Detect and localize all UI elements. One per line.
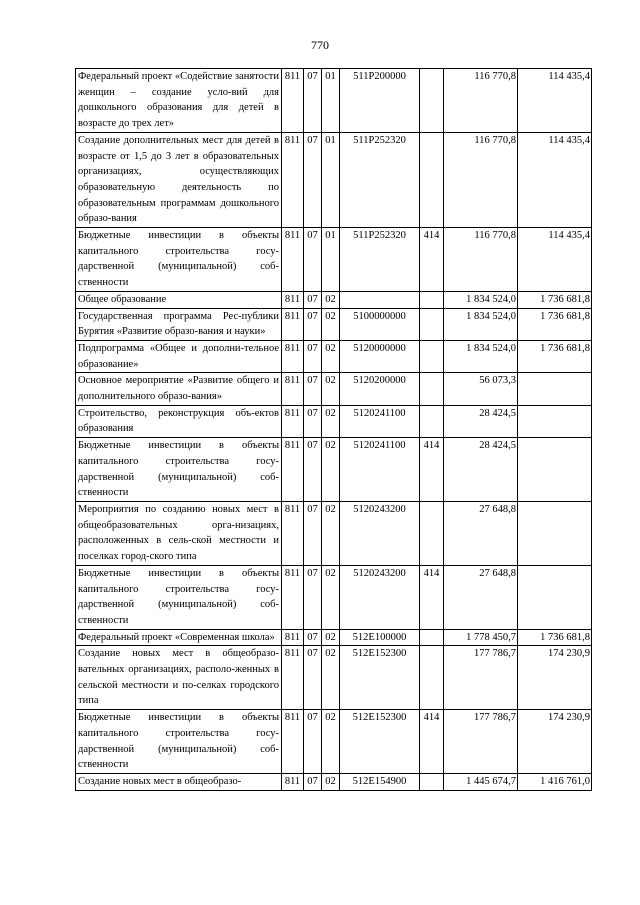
section-code: 07 xyxy=(304,69,322,133)
ministry-code: 811 xyxy=(282,340,304,372)
section-code: 07 xyxy=(304,565,322,629)
target-article-code: 5100000000 xyxy=(340,308,420,340)
target-article-code: 5120243200 xyxy=(340,565,420,629)
target-article-code: 5120000000 xyxy=(340,340,420,372)
amount-year-2 xyxy=(518,405,592,437)
ministry-code: 811 xyxy=(282,646,304,710)
target-article-code: 5120200000 xyxy=(340,373,420,405)
amount-year-2: 1 736 681,8 xyxy=(518,308,592,340)
ministry-code: 811 xyxy=(282,629,304,646)
section-code: 07 xyxy=(304,438,322,502)
expense-type-code xyxy=(420,501,444,565)
section-code: 07 xyxy=(304,132,322,227)
section-code: 07 xyxy=(304,308,322,340)
ministry-code: 811 xyxy=(282,501,304,565)
table-row xyxy=(76,291,592,308)
subsection-code: 02 xyxy=(322,773,340,790)
amount-year-2 xyxy=(518,438,592,502)
item-name: Строительство, реконструкция объ-ектов образования xyxy=(76,405,282,437)
amount-year-2: 114 435,4 xyxy=(518,69,592,133)
expense-type-code xyxy=(420,629,444,646)
target-article-code: 511P252320 xyxy=(340,132,420,227)
amount-year-1: 1 834 524,0 xyxy=(444,340,518,372)
amount-year-2 xyxy=(518,565,592,629)
table-row xyxy=(76,373,592,405)
section-code: 07 xyxy=(304,228,322,292)
section-code: 07 xyxy=(304,710,322,774)
amount-year-1: 28 424,5 xyxy=(444,438,518,502)
table-row xyxy=(76,710,592,774)
target-article-code xyxy=(340,291,420,308)
table-row xyxy=(76,132,592,227)
expense-type-code: 414 xyxy=(420,710,444,774)
ministry-code: 811 xyxy=(282,132,304,227)
subsection-code: 02 xyxy=(322,710,340,774)
subsection-code: 02 xyxy=(322,373,340,405)
expense-type-code xyxy=(420,373,444,405)
subsection-code: 02 xyxy=(322,308,340,340)
table-row xyxy=(76,228,592,292)
amount-year-1: 177 786,7 xyxy=(444,710,518,774)
target-article-code: 512E152300 xyxy=(340,646,420,710)
item-name: Создание новых мест в общеобразо- xyxy=(76,773,282,790)
table-row xyxy=(76,773,592,790)
table-row xyxy=(76,501,592,565)
section-code: 07 xyxy=(304,405,322,437)
amount-year-2: 174 230,9 xyxy=(518,646,592,710)
ministry-code: 811 xyxy=(282,710,304,774)
ministry-code: 811 xyxy=(282,291,304,308)
ministry-code: 811 xyxy=(282,565,304,629)
target-article-code: 511P200000 xyxy=(340,69,420,133)
amount-year-1: 27 648,8 xyxy=(444,565,518,629)
subsection-code: 02 xyxy=(322,565,340,629)
target-article-code: 512E100000 xyxy=(340,629,420,646)
table-row xyxy=(76,405,592,437)
subsection-code: 01 xyxy=(322,228,340,292)
expense-type-code xyxy=(420,340,444,372)
target-article-code: 5120241100 xyxy=(340,438,420,502)
section-code: 07 xyxy=(304,501,322,565)
expense-type-code xyxy=(420,405,444,437)
amount-year-2: 1 416 761,0 xyxy=(518,773,592,790)
budget-table xyxy=(75,68,592,791)
amount-year-2 xyxy=(518,373,592,405)
expense-type-code xyxy=(420,132,444,227)
table-row xyxy=(76,340,592,372)
ministry-code: 811 xyxy=(282,308,304,340)
item-name: Бюджетные инвестиции в объекты капитального строительства госу-дарственной (муниципальной) соб-ственности xyxy=(76,438,282,502)
amount-year-1: 1 834 524,0 xyxy=(444,308,518,340)
amount-year-1: 116 770,8 xyxy=(444,228,518,292)
amount-year-2: 114 435,4 xyxy=(518,132,592,227)
expense-type-code: 414 xyxy=(420,565,444,629)
expense-type-code xyxy=(420,291,444,308)
amount-year-1: 1 778 450,7 xyxy=(444,629,518,646)
page-number: 770 xyxy=(311,38,329,52)
subsection-code: 01 xyxy=(322,69,340,133)
amount-year-2: 114 435,4 xyxy=(518,228,592,292)
expense-type-code: 414 xyxy=(420,228,444,292)
target-article-code: 512E152300 xyxy=(340,710,420,774)
item-name: Бюджетные инвестиции в объекты капитального строительства госу-дарственной (муниципальной) соб-ственности xyxy=(76,565,282,629)
amount-year-2: 1 736 681,8 xyxy=(518,291,592,308)
amount-year-1: 116 770,8 xyxy=(444,132,518,227)
amount-year-1: 1 834 524,0 xyxy=(444,291,518,308)
section-code: 07 xyxy=(304,291,322,308)
amount-year-2 xyxy=(518,501,592,565)
subsection-code: 02 xyxy=(322,438,340,502)
expense-type-code xyxy=(420,646,444,710)
section-code: 07 xyxy=(304,629,322,646)
table-row xyxy=(76,438,592,502)
amount-year-1: 28 424,5 xyxy=(444,405,518,437)
item-name: Федеральный проект «Содействие занятости женщин – создание усло-вий для дошкольного образования для детей в возрасте до трех лет» xyxy=(76,69,282,133)
expense-type-code: 414 xyxy=(420,438,444,502)
item-name: Мероприятия по созданию новых мест в общеобразовательных орга-низациях, расположенных в сель-ской местности и поселках город-ского типа xyxy=(76,501,282,565)
item-name: Создание новых мест в общеобразо-вательных организациях, располо-женных в сельской местности и по-селках городского типа xyxy=(76,646,282,710)
subsection-code: 02 xyxy=(322,405,340,437)
amount-year-2: 174 230,9 xyxy=(518,710,592,774)
subsection-code: 01 xyxy=(322,132,340,227)
ministry-code: 811 xyxy=(282,228,304,292)
expense-type-code xyxy=(420,69,444,133)
target-article-code: 512E154900 xyxy=(340,773,420,790)
item-name: Бюджетные инвестиции в объекты капитального строительства госу-дарственной (муниципальной) соб-ственности xyxy=(76,710,282,774)
target-article-code: 5120243200 xyxy=(340,501,420,565)
item-name: Бюджетные инвестиции в объекты капитального строительства госу-дарственной (муниципальной) соб-ственности xyxy=(76,228,282,292)
section-code: 07 xyxy=(304,373,322,405)
amount-year-1: 177 786,7 xyxy=(444,646,518,710)
expense-type-code xyxy=(420,308,444,340)
section-code: 07 xyxy=(304,340,322,372)
amount-year-2: 1 736 681,8 xyxy=(518,629,592,646)
ministry-code: 811 xyxy=(282,773,304,790)
ministry-code: 811 xyxy=(282,438,304,502)
subsection-code: 02 xyxy=(322,501,340,565)
item-name: Основное мероприятие «Развитие общего и дополнительного образо-вания» xyxy=(76,373,282,405)
subsection-code: 02 xyxy=(322,340,340,372)
table-row xyxy=(76,308,592,340)
item-name: Государственная программа Рес-публики Бурятия «Развитие образо-вания и науки» xyxy=(76,308,282,340)
subsection-code: 02 xyxy=(322,291,340,308)
subsection-code: 02 xyxy=(322,629,340,646)
item-name: Федеральный проект «Современная школа» xyxy=(76,629,282,646)
item-name: Создание дополнительных мест для детей в возрасте от 1,5 до 3 лет в образовательных организациях, осуществляющих образовательную деятельность по образовательным программам дошкольного образо-вания xyxy=(76,132,282,227)
ministry-code: 811 xyxy=(282,373,304,405)
table-row xyxy=(76,646,592,710)
target-article-code: 5120241100 xyxy=(340,405,420,437)
budget-table-body xyxy=(76,69,592,791)
section-code: 07 xyxy=(304,646,322,710)
item-name: Общее образование xyxy=(76,291,282,308)
subsection-code: 02 xyxy=(322,646,340,710)
amount-year-1: 56 073,3 xyxy=(444,373,518,405)
ministry-code: 811 xyxy=(282,69,304,133)
ministry-code: 811 xyxy=(282,405,304,437)
amount-year-1: 116 770,8 xyxy=(444,69,518,133)
table-row xyxy=(76,565,592,629)
table-row xyxy=(76,629,592,646)
expense-type-code xyxy=(420,773,444,790)
amount-year-1: 1 445 674,7 xyxy=(444,773,518,790)
target-article-code: 511P252320 xyxy=(340,228,420,292)
item-name: Подпрограмма «Общее и дополни-тельное образование» xyxy=(76,340,282,372)
amount-year-1: 27 648,8 xyxy=(444,501,518,565)
amount-year-2: 1 736 681,8 xyxy=(518,340,592,372)
table-row xyxy=(76,69,592,133)
section-code: 07 xyxy=(304,773,322,790)
